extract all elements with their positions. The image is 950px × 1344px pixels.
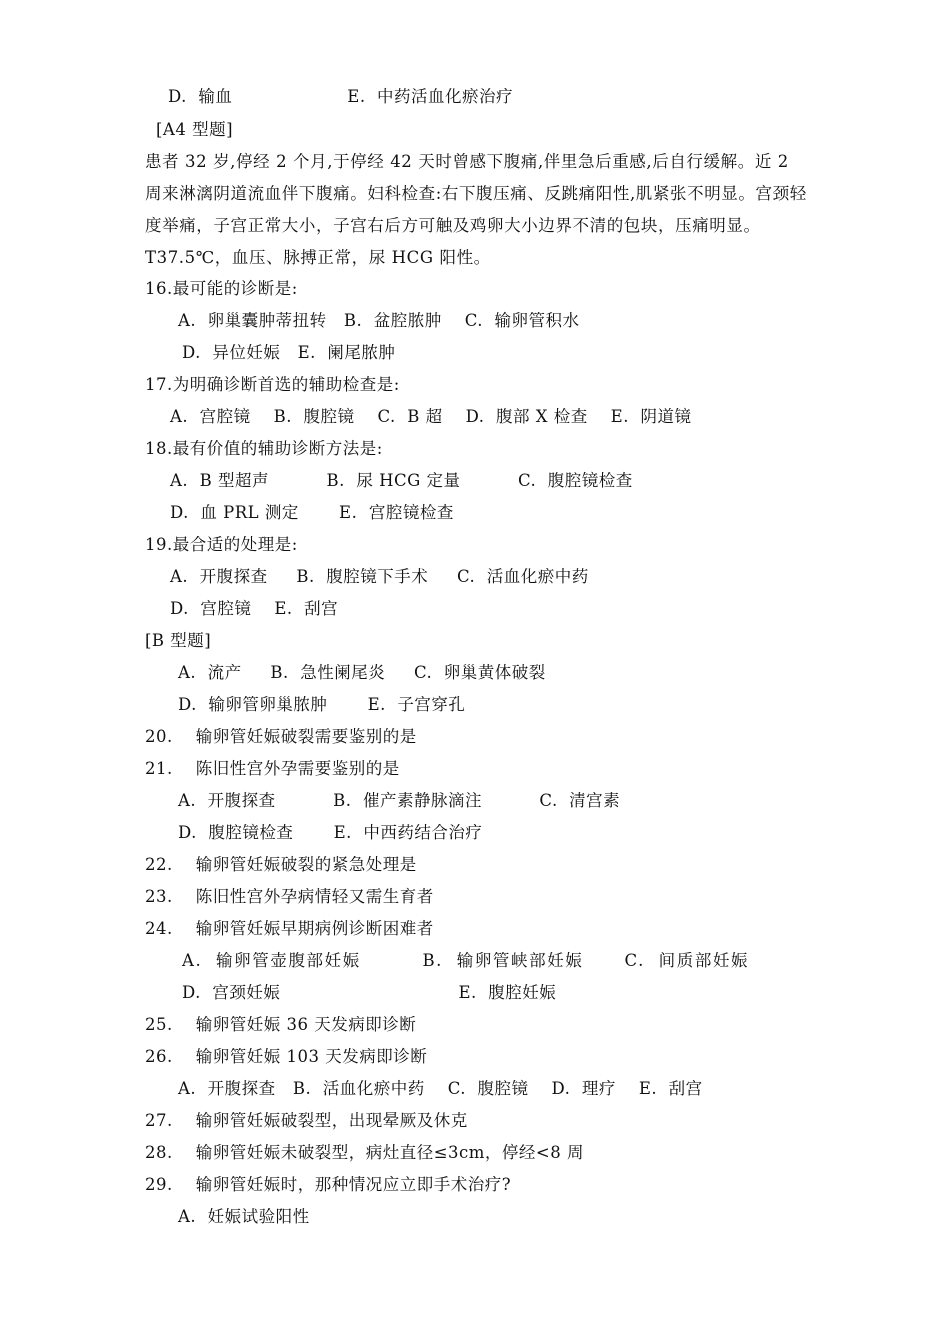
question-28: 28. 输卵管妊娠未破裂型，病灶直径≤3cm，停经<8 周 (145, 1143, 584, 1162)
question-18: 18.最有价值的辅助诊断方法是: (145, 439, 383, 458)
option-line: D. 腹腔镜检查 E. 中西药结合治疗 (178, 823, 483, 842)
option-line: D. 宫颈妊娠 E. 腹腔妊娠 (182, 983, 557, 1002)
option-line: D. 宫腔镜 E. 刮宫 (170, 599, 339, 618)
option-line: A. B 型超声 B. 尿 HCG 定量 C. 腹腔镜检查 (170, 471, 633, 490)
option-line: D. 异位妊娠 E. 阑尾脓肿 (182, 343, 396, 362)
section-heading-a4: [A4 型题] (156, 120, 234, 139)
question-22: 22. 输卵管妊娠破裂的紧急处理是 (145, 855, 417, 874)
option-line: A. 流产 B. 急性阑尾炎 C. 卵巢黄体破裂 (178, 663, 546, 682)
option-line: A. 开腹探查 B. 活血化瘀中药 C. 腹腔镜 D. 理疗 E. 刮宫 (178, 1079, 703, 1098)
question-23: 23. 陈旧性宫外孕病情轻又需生育者 (145, 887, 434, 906)
question-16: 16.最可能的诊断是: (145, 279, 298, 298)
question-21: 21. 陈旧性宫外孕需要鉴别的是 (145, 759, 400, 778)
option-line: A. 开腹探查 B. 催产素静脉滴注 C. 清宫素 (178, 791, 621, 810)
option-line: D. 血 PRL 测定 E. 宫腔镜检查 (170, 503, 454, 522)
option-line: A. 输卵管壶腹部妊娠 B. 输卵管峡部妊娠 C. 间质部妊娠 (182, 951, 750, 970)
question-19: 19.最合适的处理是: (145, 535, 298, 554)
option-line: A. 妊娠试验阳性 (178, 1207, 310, 1226)
option-line: A. 开腹探查 B. 腹腔镜下手术 C. 活血化瘀中药 (170, 567, 589, 586)
question-17: 17.为明确诊断首选的辅助检查是: (145, 375, 400, 394)
question-29: 29. 输卵管妊娠时，那种情况应立即手术治疗? (145, 1175, 512, 1194)
option-line: A. 卵巢囊肿蒂扭转 B. 盆腔脓肿 C. 输卵管积水 (178, 311, 580, 330)
option-line: A. 宫腔镜 B. 腹腔镜 C. B 超 D. 腹部 X 检查 E. 阴道镜 (170, 407, 692, 426)
case-description: 患者 32 岁,停经 2 个月,于停经 42 天时曾感下腹痛,伴里急后重感,后自行缓解。近 2 周来淋漓阴道流血伴下腹痛。妇科检查:右下腹压痛、反跳痛阳性,肌紧张不明显。宫颈轻度举痛，子宫正常大小，子宫右后方可触及鸡卵大小边界不清的包块，压痛明显。T37.5℃，血压、脉搏正常，尿 HCG 阳性。 (145, 152, 807, 267)
option-line: D. 输血 E. 中药活血化瘀治疗 (168, 87, 514, 106)
section-heading-b: [B 型题] (145, 631, 212, 650)
option-line: D. 输卵管卵巢脓肿 E. 子宫穿孔 (178, 695, 466, 714)
question-20: 20. 输卵管妊娠破裂需要鉴别的是 (145, 727, 417, 746)
question-26: 26. 输卵管妊娠 103 天发病即诊断 (145, 1047, 428, 1066)
question-24: 24. 输卵管妊娠早期病例诊断困难者 (145, 919, 434, 938)
question-27: 27. 输卵管妊娠破裂型，出现晕厥及休克 (145, 1111, 468, 1130)
question-25: 25. 输卵管妊娠 36 天发病即诊断 (145, 1015, 417, 1034)
